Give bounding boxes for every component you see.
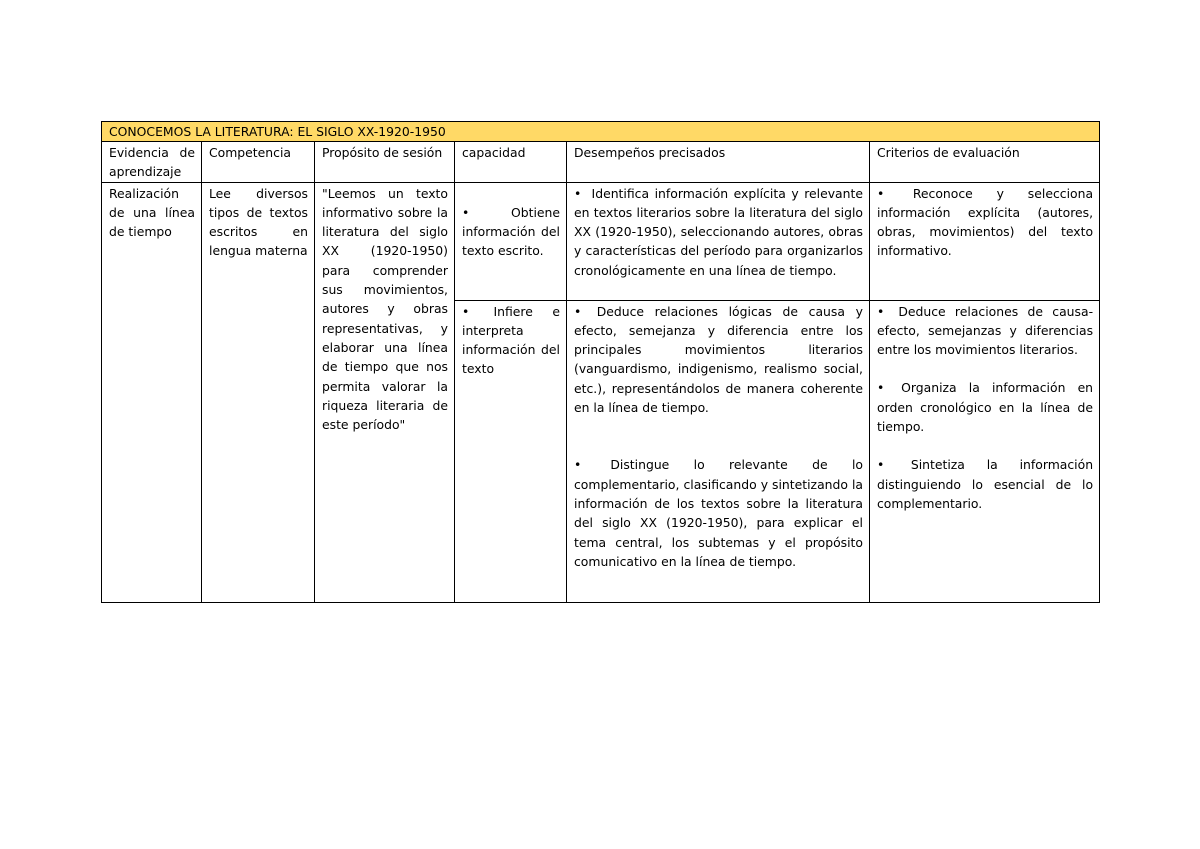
criterio-text: Organiza la información en orden cronológico en la línea de tiempo. — [877, 380, 1094, 435]
cell-capacidad-2 — [455, 300, 567, 602]
criterio-text: Deduce relaciones de causa-efecto, semejanzas y diferencias entre los movimientos literarios. — [877, 303, 1094, 358]
cell-evidencia: Realización de una línea de tiempo — [102, 182, 202, 602]
criterio-text: Reconoce y selecciona información explícita (autores, obras, movimientos) del texto informativo. — [877, 185, 1094, 259]
cell-capacidad-1 — [455, 182, 567, 300]
bullet-icon: • — [877, 380, 885, 396]
criterio-item — [877, 455, 1093, 513]
cell-criterios-2 — [870, 300, 1100, 602]
bullet-icon: • — [877, 185, 885, 201]
header-desempenos: Desempeños precisados — [567, 142, 870, 183]
cell-desempenos-2 — [567, 300, 870, 602]
header-row — [102, 142, 1100, 183]
desempeno-item — [574, 302, 863, 418]
cell-criterios-1 — [870, 182, 1100, 300]
table-row — [102, 182, 1100, 300]
title-row — [102, 122, 1100, 142]
header-criterios: Criterios de evaluación — [870, 142, 1100, 183]
capacidad-text: Infiere e interpreta información del texto — [462, 303, 560, 377]
header-proposito: Propósito de sesión — [315, 142, 455, 183]
header-competencia: Competencia — [202, 142, 315, 183]
cell-proposito: "Leemos un texto informativo sobre la literatura del siglo XX (1920-1950) para comprender sus movimientos, autores y obras representativas, y elaborar una línea de tiempo que nos permita valorar la riqueza literaria de este período" — [315, 182, 455, 602]
capacidad-text: Obtiene información del texto escrito. — [462, 204, 560, 259]
bullet-icon: • — [462, 303, 470, 319]
bullet-icon: • — [574, 185, 582, 201]
header-capacidad: capacidad — [455, 142, 567, 183]
cell-competencia: Lee diversos tipos de textos escritos en lengua materna — [202, 182, 315, 602]
desempeno-text: Distingue lo relevante de lo complementario, clasificando y sintetizando la información de los textos sobre la literatura del siglo XX (1920-1950), para explicar el tema central, los subtemas y el propósito comunicativo en la línea de tiempo. — [574, 457, 863, 569]
bullet-icon: • — [877, 457, 885, 473]
header-evidencia: Evidencia de aprendizaje — [102, 142, 202, 183]
criterio-text: Sintetiza la información distinguiendo lo esencial de lo complementario. — [877, 457, 1094, 511]
table-title: CONOCEMOS LA LITERATURA: EL SIGLO XX-1920-1950 — [102, 122, 1100, 142]
desempeno-text: Deduce relaciones lógicas de causa y efecto, semejanza y diferencia entre los principales movimientos literarios (vanguardismo, indigenismo, realismo social, etc.), representándolos de manera coherente en la línea de tiempo. — [574, 303, 863, 416]
criterio-item — [877, 378, 1093, 436]
desempeno-text: Identifica información explícita y relevante en textos literarios sobre la literatura del siglo XX (1920-1950), seleccionando autores, obras y características del período para organizarlos cronológicamente en una línea de tiempo. — [574, 185, 863, 278]
bullet-icon: • — [574, 457, 582, 473]
bullet-icon: • — [877, 303, 885, 319]
learning-plan-table — [101, 121, 1100, 603]
bullet-icon: • — [462, 204, 470, 220]
desempeno-item — [574, 455, 863, 571]
criterio-item — [877, 302, 1093, 360]
bullet-icon: • — [574, 303, 582, 319]
cell-desempenos-1 — [567, 182, 870, 300]
